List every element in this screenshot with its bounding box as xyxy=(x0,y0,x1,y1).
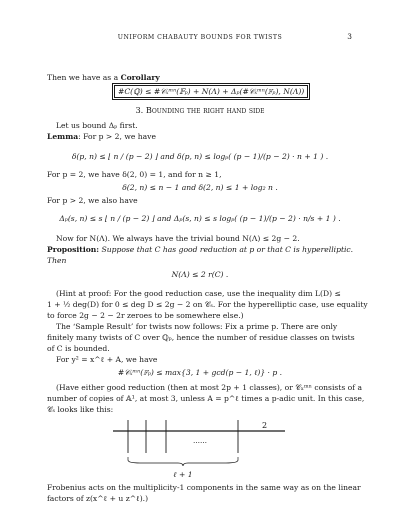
sample-line-1: The ‘Sample Result’ for twists now follows: Fix a prime p. There are only xyxy=(56,322,338,331)
then-line: Then xyxy=(47,256,67,265)
sample-line-2: finitely many twists of C over ℚₚ, hence the number of residue classes on twists xyxy=(47,333,355,342)
lemma-text: : For p > 2, we have xyxy=(78,132,156,141)
hint-line-1: (Hint at proof: For the good reduction case, use the inequality dim L(D) ≤ xyxy=(56,289,341,298)
hint-line-3: to force 2g − 2 − 2r zeroes to be somewhere else.) xyxy=(47,311,244,320)
figure-multiplicity-label: 2 xyxy=(262,421,268,430)
figure-brace-label: ℓ + 1 xyxy=(173,470,193,479)
figure-underbrace xyxy=(128,460,238,466)
Delta-equation: Δₚ(s, n) ≤ s ⌊ n / (p − 2) ⌋ and Δₚ(s, n) ≤ s logₚ( (p − 1)/(p − 2) · n/s + 1 ) . xyxy=(59,214,341,223)
lemma-delta-equation: δ(p, n) ≤ ⌊ n / (p − 2) ⌋ and δ(p, n) ≤ logₚ( (p − 1)/(p − 2) · n + 1 ) . xyxy=(71,152,329,161)
corollary-label: Corollary xyxy=(120,73,160,82)
bound-first-line: Let us bound Δₚ first. xyxy=(56,121,138,130)
also-have-line: For p > 2, we also have xyxy=(47,196,138,205)
corollary-formula: #C(ℚ) ≤ #𝒞ₓᵐⁿ(𝔽ₚ) + N(Λ) + Δₚ(#𝒞ₓᵐⁿ(𝔽ₚ), N(Λ)) xyxy=(114,85,308,98)
now-for-line: Now for N(Λ). We always have the trivial bound N(Λ) ≤ 2g − 2. xyxy=(56,234,300,243)
sample-line-3: of C is bounded. xyxy=(47,344,110,353)
frobenius-line-1: Frobenius acts on the multiplicity-1 components in the same way as on the linear xyxy=(47,483,361,492)
proposition-equation: N(Λ) ≤ 2 r(C) . xyxy=(171,270,229,279)
have-line-2: number of copies of 𝔸¹, at most 3, unless A = p^ℓ times a p-adic unit. In this case, xyxy=(47,394,365,403)
proposition-text: Suppose that C has good reduction at p or that C is hyperelliptic. xyxy=(99,245,354,254)
proposition-label: Proposition: xyxy=(47,245,100,254)
figure-ellipsis: …… xyxy=(193,437,207,445)
frobenius-line-2: factors of z(x^ℓ + u z^ℓ).) xyxy=(47,494,149,503)
running-header: UNIFORM CHABAUTY BOUNDS FOR TWISTS xyxy=(117,34,283,41)
lemma-label: Lemma xyxy=(47,132,79,141)
p2-line: For p = 2, we have δ(2, 0) = 1, and for n ≥ 1, xyxy=(47,170,222,179)
hint-line-2: 1 + ½ deg(D) for 0 ≤ deg D ≤ 2g − 2 on 𝒞ₛ. For the hyperelliptic case, use equality xyxy=(47,300,368,309)
section-heading: 3. Bounding the right hand side xyxy=(135,105,265,115)
have-line-3: 𝒞ₛ looks like this: xyxy=(47,405,114,414)
for-y-line: For y² = x^ℓ + A, we have xyxy=(56,355,158,364)
have-line-1: (Have either good reduction (then at most 2p + 1 classes), or 𝒞ₓᵐⁿ consists of a xyxy=(56,383,362,392)
p2-equation: δ(2, n) ≤ n − 1 and δ(2, n) ≤ 1 + log₂ n . xyxy=(122,183,278,192)
corollary-intro-text: Then we have as a xyxy=(47,73,121,82)
y-equation: #𝒞ₓᵐⁿ(𝔽ₚ) ≤ max{3, 1 + gcd(p − 1, ℓ)} · p . xyxy=(117,368,283,377)
page-number: 3 xyxy=(347,32,352,41)
